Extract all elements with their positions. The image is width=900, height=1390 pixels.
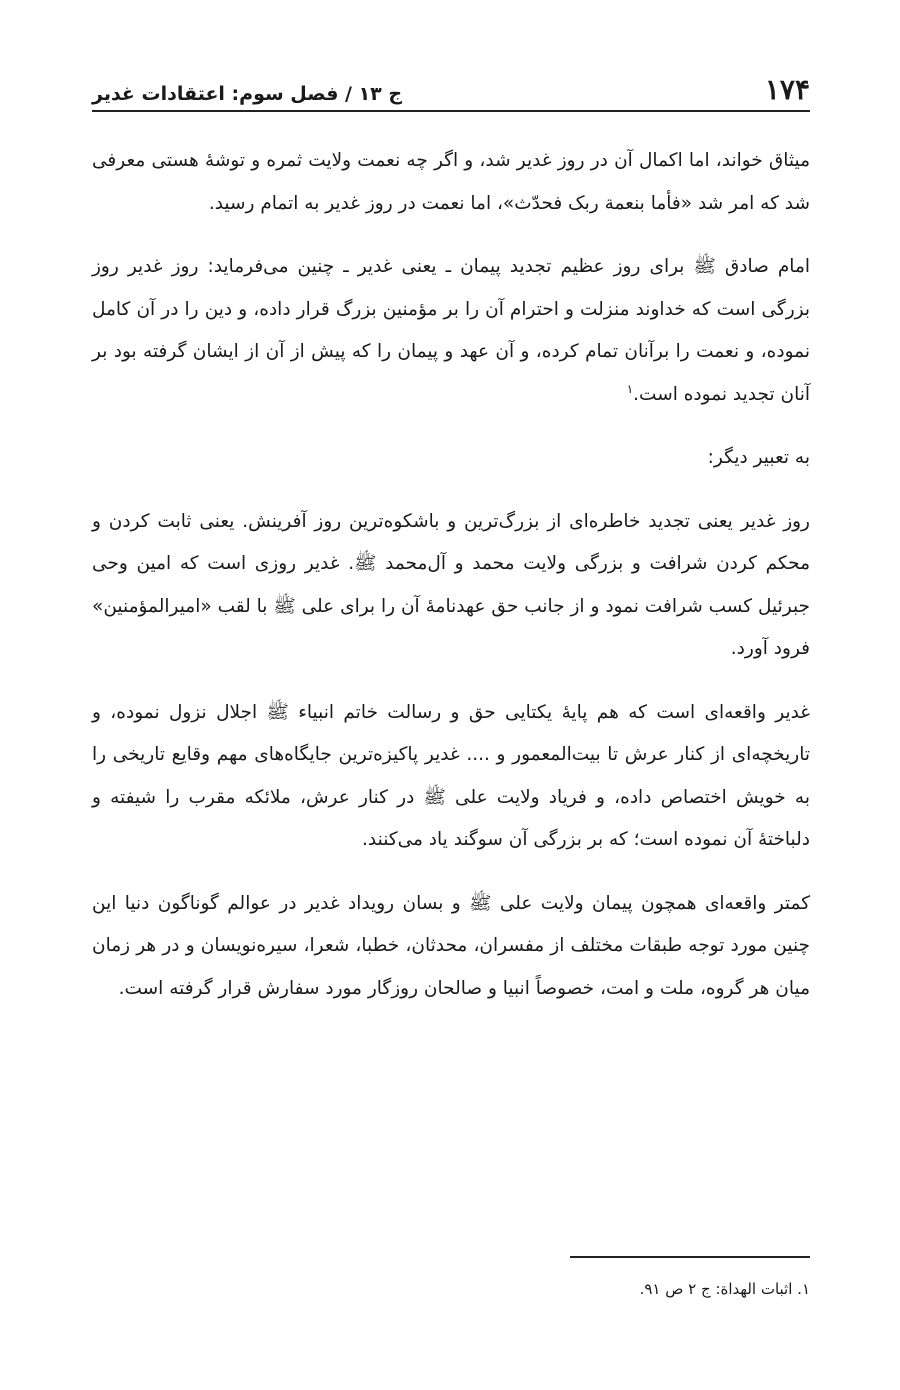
paragraph-3 — [92, 437, 810, 480]
paragraph-5 — [92, 692, 810, 862]
paragraph-2 — [92, 246, 810, 416]
page-header — [92, 60, 810, 112]
paragraph-1-text: میثاق خواند، اما اکمال آن در روز غدیر شد، و اگر چه نعمت ولایت ثمره و توشهٔ هستی معرفی شد که امر شد «فأما بنعمة ربک فحدّث»، اما نعمت در روز غدیر به اتمام رسید. — [92, 150, 810, 214]
book-page — [92, 60, 810, 1031]
paragraph-4-text: روز غدیر یعنی تجدید خاطره‌ای از بزرگ‌ترین و باشکوه‌ترین روز آفرینش. یعنی ثابت کردن و محکم کردن شرافت و بزرگی ولایت محمد و آل‌محمد ﷺ. غدیر روزی است که امین وحی جبرئیل کسب شرافت نمود و از جانب حق عهدنامهٔ آن را برای علی ﷺ با لقب «امیرالمؤمنین» فرود آورد. — [92, 510, 810, 659]
paragraph-3-text: به تعبیر دیگر: — [707, 447, 810, 468]
paragraph-2-text: امام صادق ﷺ برای روز عظیم تجدید پیمان ـ یعنی غدیر ـ چنین می‌فرماید: روز غدیر روز بزرگی است که خداوند منزلت و احترام آن را بر مؤمنین بزرگ قرار داده، و دین را در آن کامل نموده، و نعمت را برآنان تمام کرده، و آن عهد و پیمان را که پیش از آن از ایشان گرفته بود بر آنان تجدید نموده است. — [92, 256, 810, 405]
paragraph-5-text: غدیر واقعه‌ای است که هم پایهٔ یکتایی حق و رسالت خاتم انبیاء ﷺ اجلال نزول نموده، و تاریخچه‌ای از کنار عرش تا بیت‌المعمور و .... غدیر پاکیزه‌ترین جایگاه‌های مهم وقایع تاریخی را به خویش اختصاص داده، و فریاد ولایت علی ﷺ در کنار عرش، ملائکه مقرب را شیفته و دلباختهٔ آن نموده است؛ که بر بزرگی آن سوگند یاد می‌کنند. — [92, 701, 810, 850]
page-body — [92, 140, 810, 1010]
footnote-marker[interactable]: ۱ — [626, 381, 634, 396]
running-title: ج ۱۳ / فصل سوم: اعتقادات غدیر — [92, 83, 403, 105]
footnote-divider — [570, 1256, 810, 1258]
paragraph-6 — [92, 883, 810, 1011]
footnote: ۱. اثبات الهداة: ج ۲ ص ۹۱. — [639, 1280, 810, 1298]
paragraph-6-text: کمتر واقعه‌ای همچون پیمان ولایت علی ﷺ و بسان رویداد غدیر در عوالم گوناگون دنیا این چنین مورد توجه طبقات مختلف از مفسران، محدثان، خطبا، شعرا، سیره‌نویسان و در هر زمان میان هر گروه، ملت و امت، خصوصاً انبیا و صالحان روزگار مورد سفارش قرار گرفته است. — [92, 892, 810, 999]
paragraph-4 — [92, 501, 810, 671]
paragraph-1 — [92, 140, 810, 225]
page-number: ۱۷۴ — [764, 73, 810, 106]
